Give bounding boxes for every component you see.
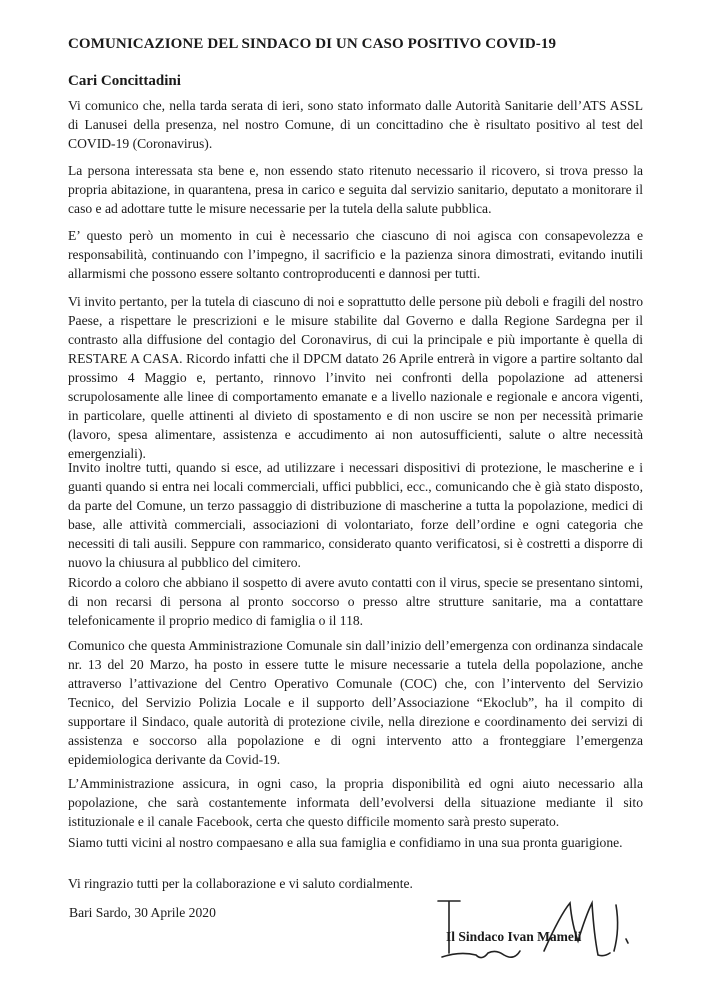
place-date: Bari Sardo, 30 Aprile 2020: [69, 905, 216, 920]
signature-block: [420, 895, 650, 975]
greeting: Cari Concittadini: [68, 73, 181, 89]
paragraph-2: La persona interessata sta bene e, non essendo stato ritenuto necessario il ricovero, si trova presso la propria abitazione, in quarantena, presa in carico e seguita dal servizio sanitario, deputato a monitorare il caso e ad adottare tutte le misure necessarie per la tutela della salute pubblica.: [68, 163, 643, 216]
paragraph-7: Comunico che questa Amministrazione Comunale sin dall’inizio dell’emergenza con ordinanza sindacale nr. 13 del 20 Marzo, ha posto in essere tutte le misure necessarie a tutela della popolazione, anche attraverso l’attivazione del Centro Operativo Comunale (COC) che, con l’intervento del Servizio Tecnico, del Servizio Polizia Locale e il supporto dell’Associazione “Ekoclub”, ha il compito di supportare il Sindaco, quale autorità di protezione civile, nella direzione e coordinamento dei servizi di assistenza e soccorso alla popolazione e di ogni intervento atto a fronteggiare l’emergenza epidemiologica derivante da Covid-19.: [68, 638, 643, 767]
paragraph-8: L’Amministrazione assicura, in ogni caso, la propria disponibilità ed ogni aiuto necessario alla popolazione, che sarà costantemente informata dell’evolversi della situazione mediante il sito istituzionale e il canale Facebook, certa che questo difficile momento sarà presto superato.: [68, 776, 643, 829]
paragraph-6: Ricordo a coloro che abbiano il sospetto di avere avuto contatti con il virus, specie se presentano sintomi, di non recarsi di persona al pronto soccorso o presso altre strutture sanitarie, ma a contattare telefonicamente il proprio medico di famiglia o il 118.: [68, 575, 643, 628]
signature-label: Il Sindaco Ivan Mameli: [446, 929, 582, 944]
paragraph-5: Invito inoltre tutti, quando si esce, ad utilizzare i necessari dispositivi di protezione, le mascherine e i guanti quando si entra nei locali commerciali, uffici pubblici, ecc., comunicando che è già stato disposto, da parte del Comune, un terzo passaggio di distribuzione di mascherine a tutta la popolazione, medici di base, alle attività commerciali, associazioni di volontariato, forze dell’ordine e ogni categoria che necessiti di tali ausili. Seppure con rammarico, considerato quanto verificatosi, si è costretti a disporre di nuovo la chiusura al pubblico del cimitero.: [68, 460, 643, 570]
paragraph-4: Vi invito pertanto, per la tutela di ciascuno di noi e soprattutto delle persone più deboli e fragili del nostro Paese, a rispettare le prescrizioni e le misure stabilite dal Governo e dalla Regione Sardegna per il contrasto alla diffusione del contagio del Coronavirus, di cui la principale e più importante è quella di RESTARE A CASA. Ricordo infatti che il DPCM datato 26 Aprile entrerà in vigore a partire soltanto dal prossimo 4 Maggio e, pertanto, rinnovo l’invito nei confronti della popolazione ad attenersi scrupolosamente alle linee di comportamento emanate e a livello nazionale e regionale e ancora vigenti, in particolare, quelle attinenti al divieto di spostamento e di non uscire se non per necessità primarie (lavoro, spesa alimentare, assistenza e accudimento ai non autosufficienti, salute o altre necessità emergenziali).: [68, 294, 643, 461]
paragraph-1: Vi comunico che, nella tarda serata di ieri, sono stato informato dalle Autorità Sanitarie dell’ATS ASSL di Lanusei della presenza, nel nostro Comune, di un concittadino che è risultato positivo al test del COVID-19 (Coronavirus).: [68, 98, 643, 151]
paragraph-9: Siamo tutti vicini al nostro compaesano e alla sua famiglia e confidiamo in una sua pronta guarigione.: [68, 835, 623, 850]
paragraph-3: E’ questo però un momento in cui è necessario che ciascuno di noi agisca con consapevolezza e responsabilità, continuando con l’impegno, il sacrificio e la pazienza sinora dimostrati, evitando inutili allarmismi che possono essere soltanto controproducenti e dannosi per tutti.: [68, 228, 643, 281]
paragraph-10: Vi ringrazio tutti per la collaborazione e vi saluto cordialmente.: [68, 876, 413, 891]
page-title: COMUNICAZIONE DEL SINDACO DI UN CASO POSITIVO COVID-19: [68, 36, 557, 52]
